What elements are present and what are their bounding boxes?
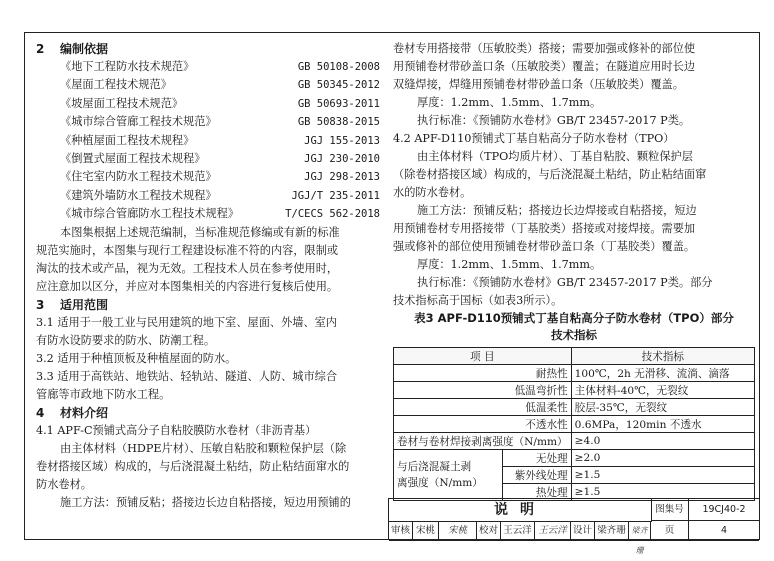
section-4-line: 4.1 APF-C预铺式高分子自粘胶膜防水卷材（非沥青基） <box>36 423 317 437</box>
section-4-line: 厚度：1.2mm、1.5mm、1.7mm。 <box>417 258 602 271</box>
designer-signature: 梁齐珊 <box>629 521 651 541</box>
standard-row <box>36 168 382 186</box>
section-4-line: 用预铺卷材专用搭接带（丁基胶类）搭接或对接焊接。需要加 <box>393 222 696 235</box>
standard-code: JGJ 155-2013 <box>304 134 380 147</box>
section-3-body <box>36 314 382 404</box>
standard-name: 《倒置式屋面工程技术规程》 <box>60 152 206 166</box>
table-cell-item: 紫外线处理 <box>503 467 571 484</box>
standard-name: 《住宅室内防水工程技术规范》 <box>60 170 217 184</box>
table-cell-value: ≥4.0 <box>571 433 754 450</box>
table-cell-value: ≥2.0 <box>571 450 754 467</box>
drawing-title: 说明 <box>389 499 652 522</box>
table-row <box>394 365 755 382</box>
designer-name: 梁齐珊 <box>595 521 629 541</box>
paragraph-line: 淘汰的技术或产品，视为无效。工程技术人员在参考使用时， <box>36 261 339 275</box>
table-row <box>394 450 755 467</box>
table-header-value: 技术指标 <box>571 348 754 365</box>
section-4-line: 由主体材料（TPO均质片材）、丁基自粘胶、颗粒保护层 <box>417 150 693 163</box>
table-row <box>394 416 755 433</box>
section-4-line: 卷材专用搭接带（压敏胶类）搭接；需要加强或修补的部位使 <box>393 42 696 55</box>
table-cell-item: 不透水性 <box>394 416 572 433</box>
table-cell-value: 胶层-35℃，无裂纹 <box>571 399 754 416</box>
standard-code: GB 50108-2008 <box>297 61 380 73</box>
section-3-line: 3.3 适用于高铁站、地铁站、轻轨站、隧道、人防、城市综合 <box>36 369 338 383</box>
standard-row <box>36 76 382 94</box>
left-column <box>36 40 382 512</box>
table-row <box>394 382 755 399</box>
section-4-line: 水的防水卷材。 <box>393 186 472 199</box>
standard-code: JGJ/T 235-2011 <box>291 189 380 202</box>
section-4-line: 用预铺卷材带砂盖口条（压敏胶类）覆盖；在隧道应用时长边 <box>393 60 696 73</box>
standard-row <box>36 58 382 76</box>
standard-name: 《建筑外墙防水工程技术规程》 <box>60 188 217 202</box>
section-4-heading: 4 材料介绍 <box>36 405 109 420</box>
table-cell-value: ≥1.5 <box>571 484 754 501</box>
standard-row <box>36 150 382 168</box>
table-cell-value: 100℃，2h 无滑移、流淌、滴落 <box>571 365 754 382</box>
atlas-number: 19CJ40-2 <box>689 499 759 521</box>
standard-code: JGJ 230-2010 <box>304 153 380 166</box>
table-group-label <box>394 450 503 501</box>
title-block <box>388 498 760 555</box>
right-column <box>393 40 755 501</box>
check-label: 校对 <box>477 521 501 541</box>
standard-code: GB 50345-2012 <box>297 79 380 92</box>
checker-name: 王云洋 <box>501 521 535 541</box>
section-2-heading: 2 编制依据 <box>36 42 109 56</box>
standard-code: JGJ 298-2013 <box>304 171 380 184</box>
standard-row <box>36 132 382 150</box>
section-3-line: 3.1 适用于一般工业与民用建筑的地下室、屋面、外墙、室内 <box>36 315 338 329</box>
standard-name: 《坡屋面工程技术规范》 <box>60 96 184 110</box>
section-4-line: 厚度：1.2mm、1.5mm、1.7mm。 <box>417 96 602 109</box>
section-4-line: 4.2 APF-D110预铺式丁基自粘高分子防水卷材（TPO） <box>393 132 675 145</box>
table-cell-item: 耐热性 <box>394 365 572 382</box>
section-3-line: 3.2 适用于种植顶板及种植屋面的防水。 <box>36 351 237 365</box>
standard-name: 《城市综合管廊防水工程技术规程》 <box>60 207 240 221</box>
standard-code: GB 50693-2011 <box>297 97 380 110</box>
table-cell-item: 无处理 <box>503 450 571 467</box>
standard-name: 《地下工程防水技术规范》 <box>60 60 195 73</box>
group-label-line: 与后浇混凝土剥 <box>397 461 472 473</box>
paragraph-line: 应注意加以区分，并应对本图集相关的内容进行复核后使用。 <box>36 279 339 293</box>
standard-row <box>36 113 382 131</box>
checker-signature: 王云洋 <box>535 521 571 541</box>
standard-row <box>36 187 382 205</box>
page-number: 4 <box>689 521 759 541</box>
section-4-line: 施工方法：预铺反粘；搭接边长边焊接或自粘搭接，短边 <box>417 204 697 217</box>
table-header-item: 项 目 <box>394 348 572 365</box>
section-4-line: 卷材搭接区域）构成的，与后浇混凝土粘结，防止粘结面窜水的 <box>36 459 350 473</box>
section-2-paragraph <box>36 224 382 296</box>
section-4-line: （除卷材搭接区域）构成的，与后浇混凝土粘结，防止粘结面窜 <box>393 168 707 181</box>
paragraph-line: 本图集根据上述规范编制，当标准规范修编或有新的标准 <box>60 225 340 239</box>
section-4-line: 执行标准：《预铺防水卷材》GB/T 23457-2017 P类。部分 <box>417 276 713 289</box>
standard-row <box>36 205 382 223</box>
table-cell-item: 热处理 <box>503 484 571 501</box>
section-4-line: 防水卷材。 <box>36 477 92 491</box>
standard-code: T/CECS 562-2018 <box>285 208 380 221</box>
standard-name: 《城市综合管廊工程技术规范》 <box>60 115 217 129</box>
table-3 <box>393 347 755 501</box>
standard-name: 《种植屋面工程技术规程》 <box>60 133 195 147</box>
standard-row <box>36 95 382 113</box>
reviewer-signature: 宋桃 <box>439 521 477 541</box>
review-label: 审核 <box>389 521 413 541</box>
standard-code: GB 50838-2015 <box>297 116 380 129</box>
page-label: 页 <box>651 521 689 541</box>
table-row <box>394 399 755 416</box>
section-4-line: 双缝焊接，焊缝用预铺卷材带砂盖口条（压敏胶类）覆盖。 <box>393 78 684 91</box>
table-cell-item: 低温柔性 <box>394 399 572 416</box>
table-cell-value: 0.6MPa，120min 不透水 <box>571 416 754 433</box>
table-row <box>394 433 755 450</box>
section-4-line: 施工方法：预铺反粘；搭接边长边自粘搭接，短边用预铺的 <box>60 495 351 509</box>
section-3-heading: 3 适用范围 <box>36 297 109 312</box>
table-cell-value: ≥1.5 <box>571 467 754 484</box>
table-cell-value: 主体材料-40℃，无裂纹 <box>571 382 754 399</box>
group-label-line: 离强度（N/mm） <box>397 477 483 489</box>
paragraph-line: 规范实施时，本图集与现行工程建设标准不符的内容，限制或 <box>36 243 339 257</box>
table-cell-item: 卷材与卷材焊接剥离强度（N/mm） <box>394 433 572 450</box>
standard-name: 《屋面工程技术规范》 <box>60 78 172 92</box>
section-4-body-right <box>393 40 755 310</box>
section-4-line: 由主体材料（HDPE片材）、压敏自粘胶和颗粒保护层（除 <box>60 441 347 455</box>
reviewer-name: 宋桃 <box>413 521 439 541</box>
section-4-line: 强或修补的部位使用预铺卷材带砂盖口条（丁基胶类）覆盖。 <box>393 240 696 253</box>
section-4-line: 技术指标高于国标（如表3所示）。 <box>393 294 563 307</box>
section-4-line: 执行标准：《预铺防水卷材》GB/T 23457-2017 P类。 <box>417 114 691 127</box>
section-3-line: 有防水设防要求的防水、防潮工程。 <box>36 333 216 347</box>
table-header-row <box>394 348 755 365</box>
design-label: 设计 <box>571 521 595 541</box>
section-4-body-left <box>36 422 382 512</box>
standards-list <box>36 58 382 224</box>
table-cell-item: 低温弯折性 <box>394 382 572 399</box>
atlas-number-label: 图集号 <box>651 499 689 521</box>
table-3-title: 表3 APF-D110预铺式丁基自粘高分子防水卷材（TPO）部分 技术指标 <box>414 311 734 342</box>
section-3-line: 管廊等市政地下防水工程。 <box>36 387 171 401</box>
